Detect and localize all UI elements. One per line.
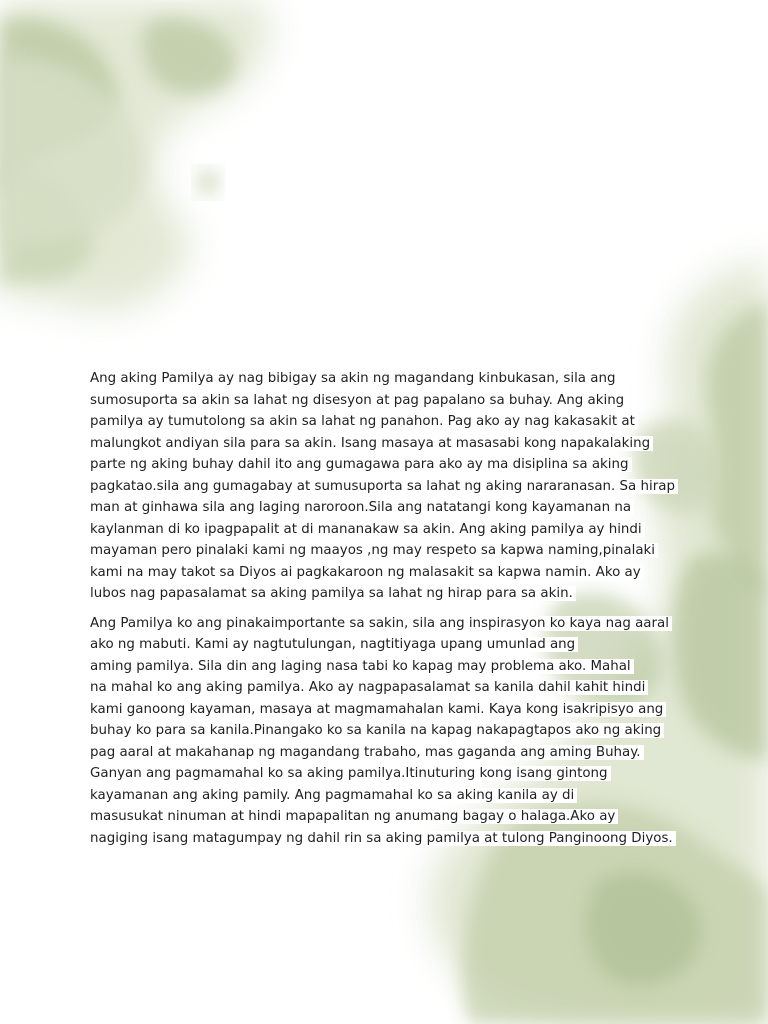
text-line: Ang Pamilya ko ang pinakaimportante sa sakin, sila ang inspirasyon ko kaya nag aaral [89, 613, 689, 635]
text-line: mayaman pero pinalaki kami ng maayos ,ng may respeto sa kapwa naming,pinalaki [89, 540, 689, 562]
text-line: malungkot andiyan sila para sa akin. Isang masaya at masasabi kong napakalaking [89, 433, 689, 455]
text-line: na mahal ko ang aking pamilya. Ako ay nagpapasalamat sa kanila dahil kahit hindi [89, 677, 689, 699]
text-line: kami na may takot sa Diyos ai pagkakaroon ng malasakit sa kapwa namin. Ako ay [89, 562, 689, 584]
text-line: buhay ko para sa kanila.Pinangako ko sa kanila na kapag nakapagtapos ako ng aking [89, 720, 689, 742]
paragraph-2 [89, 613, 689, 850]
text-line: masusukat ninuman at hindi mapapalitan ng anumang bagay o halaga.Ako ay [89, 806, 689, 828]
text-line: lubos nag papasalamat sa aking pamilya sa lahat ng hirap para sa akin. [89, 583, 689, 605]
text-line: Ganyan ang pagmamahal ko sa aking pamilya.Itinuturing kong isang gintong [89, 763, 689, 785]
text-line: parte ng aking buhay dahil ito ang gumagawa para ako ay ma disiplina sa aking [89, 454, 689, 476]
text-line: nagiging isang matagumpay ng dahil rin sa aking pamilya at tulong Panginoong Diyos. [89, 828, 689, 850]
essay-text [89, 368, 689, 857]
text-line: pag aaral at makahanap ng magandang trabaho, mas gaganda ang aming Buhay. [89, 742, 689, 764]
text-line: kami ganoong kayaman, masaya at magmamahalan kami. Kaya kong isakripisyo ang [89, 699, 689, 721]
text-line: man at ginhawa sila ang laging naroroon.Sila ang natatangi kong kayamanan na [89, 497, 689, 519]
text-line: sumosuporta sa akin sa lahat ng disesyon at pag papalano sa buhay. Ang aking [89, 390, 689, 412]
text-line: pagkatao.sila ang gumagabay at sumusuporta sa lahat ng aking nararanasan. Sa hirap [89, 476, 689, 498]
text-line: aming pamilya. Sila din ang laging nasa tabi ko kapag may problema ako. Mahal [89, 656, 689, 678]
text-line: kayamanan ang aking pamily. Ang pagmamahal ko sa aking kanila ay di [89, 785, 689, 807]
text-line: ako ng mabuti. Kami ay nagtutulungan, nagtitiyaga upang umunlad ang [89, 634, 689, 656]
top-left-watercolor-wash [0, 0, 270, 311]
paragraph-1 [89, 368, 689, 605]
text-line: Ang aking Pamilya ay nag bibigay sa akin ng magandang kinbukasan, sila ang [89, 368, 689, 390]
text-line: pamilya ay tumutolong sa akin sa lahat ng panahon. Pag ako ay nag kakasakit at [89, 411, 689, 433]
text-line: kaylanman di ko ipagpapalit at di mananakaw sa akin. Ang aking pamilya ay hindi [89, 519, 689, 541]
